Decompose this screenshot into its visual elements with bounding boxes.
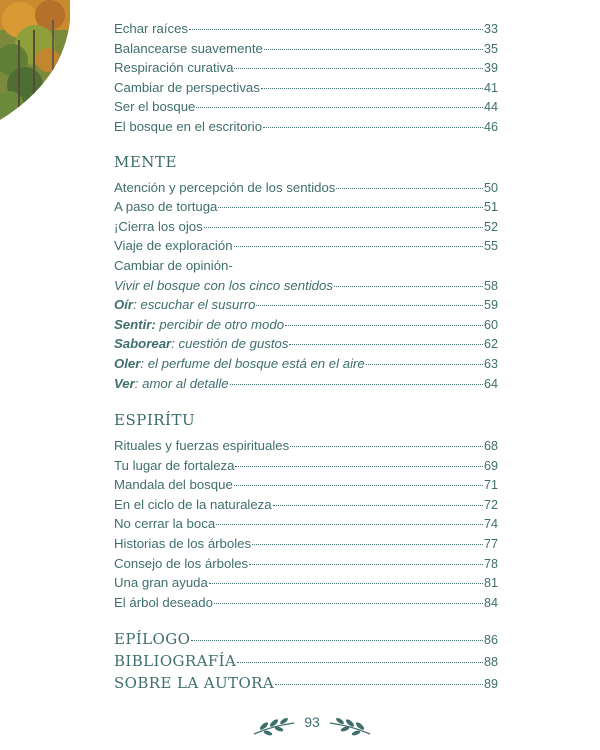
section-heading-mente: MENTE [114,152,177,171]
sense-name: Ver [114,375,135,391]
entry-title: No cerrar la boca [114,516,216,532]
toc-entry[interactable] [114,236,498,256]
toc-entry[interactable] [114,117,498,137]
entry-page: 63 [483,356,498,371]
dot-leader [249,563,483,565]
toc-entry[interactable] [114,39,498,59]
entry-page: 71 [483,478,498,493]
section-heading-espiritu: ESPIRÍTU [114,411,196,430]
forest-illustration [0,0,70,120]
entry-page: 41 [483,80,498,95]
entry-title: : el perfume del bosque está en el aire [140,355,365,371]
dot-leader [218,206,483,208]
entry-title: Balancearse suavemente [114,40,263,56]
entry-title: Atención y percepción de los sentidos [114,179,336,195]
entry-title: Respiración curativa [114,60,234,76]
entry-title: : amor al detalle [134,375,229,391]
dot-leader [234,67,483,69]
toc-entry[interactable] [114,534,498,554]
entry-title: Rituales y fuerzas espirituales [114,438,290,454]
dot-leader [290,445,483,447]
dot-leader [237,661,483,663]
toc-entry[interactable] [114,374,498,394]
entry-page: 72 [483,497,498,512]
sense-name: Sentir: [114,316,156,332]
toc-entry[interactable] [114,58,498,78]
entry-page: 81 [483,576,498,591]
dot-leader [216,523,483,525]
dot-leader [334,285,483,287]
entry-page: 69 [483,458,498,473]
dot-leader [261,87,483,89]
entry-title: Cambiar de opinión- [114,257,233,273]
dot-leader [209,582,483,584]
entry-page: 39 [483,61,498,76]
entry-title: ¡Cierra los ojos [114,218,203,234]
dot-leader [191,639,483,641]
dot-leader [189,28,483,30]
toc-entry[interactable] [114,19,498,39]
toc-section-bibliografia[interactable] [114,650,498,672]
dot-leader [285,324,483,326]
dot-leader [234,484,483,486]
entry-title: Cambiar de perspectivas [114,79,260,95]
table-of-contents [114,0,498,694]
entry-title: Vivir el bosque con los cinco sentidos [114,277,333,293]
entry-page: 33 [483,22,498,36]
toc-entry[interactable] [114,554,498,574]
entry-page: 89 [483,677,498,692]
dot-leader [230,383,483,385]
toc-section-sobre-la-autora[interactable] [114,672,498,694]
entry-title: Historias de los árboles [114,536,252,552]
page-number: 93 [304,714,320,730]
leaf-branch-left-icon [252,714,296,738]
dot-leader [234,245,483,247]
page-footer [252,712,372,742]
entry-page: 46 [483,119,498,134]
dot-leader [273,504,483,506]
toc-entry[interactable] [114,334,498,354]
entry-page: 74 [483,517,498,532]
dot-leader [256,304,483,306]
toc-entry[interactable] [114,573,498,593]
entry-title: : escuchar el susurro [133,297,256,313]
sense-name: Oler [114,355,141,371]
entry-title: Ser el bosque [114,99,196,115]
entry-page: 58 [483,278,498,293]
toc-entry[interactable] [114,475,498,495]
entry-page: 62 [483,337,498,352]
toc-entry[interactable] [114,593,498,613]
toc-subheading[interactable] [114,256,498,276]
sense-name: Oír [114,297,134,313]
entry-page: 77 [483,537,498,552]
toc-entry[interactable] [114,295,498,315]
toc-entry[interactable] [114,354,498,374]
entry-page: 84 [483,595,498,610]
entry-page: 55 [483,239,498,254]
toc-entry[interactable] [114,178,498,198]
toc-entry[interactable] [114,456,498,476]
entry-title: El árbol deseado [114,594,213,610]
entry-title: El bosque en el escritorio [114,118,263,134]
entry-title: percibir de otro modo [155,316,285,332]
entry-title: Una gran ayuda [114,575,208,591]
toc-entry[interactable] [114,514,498,534]
entry-page: 86 [483,633,498,648]
leaf-branch-right-icon [328,714,372,738]
entry-page: 88 [483,655,498,670]
top-entries [114,19,498,137]
entry-page: 60 [483,317,498,332]
entry-page: 35 [483,41,498,56]
entry-page: 52 [483,219,498,234]
entry-page: 59 [483,298,498,313]
entry-page: 78 [483,556,498,571]
entry-page: 50 [483,180,498,195]
toc-entry[interactable] [114,315,498,335]
dot-leader [289,343,483,345]
toc-entry[interactable] [114,197,498,217]
dot-leader [252,543,483,545]
entry-title: Tu lugar de fortaleza [114,457,235,473]
toc-entry[interactable] [114,97,498,117]
entry-title: En el ciclo de la naturaleza [114,496,272,512]
dot-leader [263,126,483,128]
dot-leader [204,226,483,228]
dot-leader [235,465,483,467]
entry-title: A paso de tortuga [114,199,218,215]
entry-title: : cuestión de gustos [171,336,289,352]
entry-title: Consejo de los árboles [114,555,249,571]
entry-page: 44 [483,100,498,115]
toc-section-epilogo[interactable] [114,628,498,650]
entry-title: EPÍLOGO [114,630,191,649]
dot-leader [275,683,483,685]
entry-title: Echar raíces [114,21,189,36]
entry-page: 68 [483,439,498,454]
toc-entry[interactable] [114,495,498,515]
dot-leader [336,187,483,189]
entry-page: 51 [483,200,498,215]
entry-title: Mandala del bosque [114,477,233,493]
toc-entry[interactable] [114,78,498,98]
toc-entry[interactable] [114,436,498,456]
dot-leader [214,602,483,604]
dot-leader [366,363,483,365]
entry-title: Viaje de exploración [114,238,233,254]
toc-entry[interactable] [114,217,498,237]
entry-title: BIBLIOGRAFÍA [114,652,237,671]
sense-name: Saborear [114,336,172,352]
dot-leader [196,106,483,108]
entry-page: 64 [483,376,498,391]
toc-entry[interactable] [114,276,498,296]
entry-title: SOBRE LA AUTORA [114,674,275,693]
dot-leader [264,48,483,50]
